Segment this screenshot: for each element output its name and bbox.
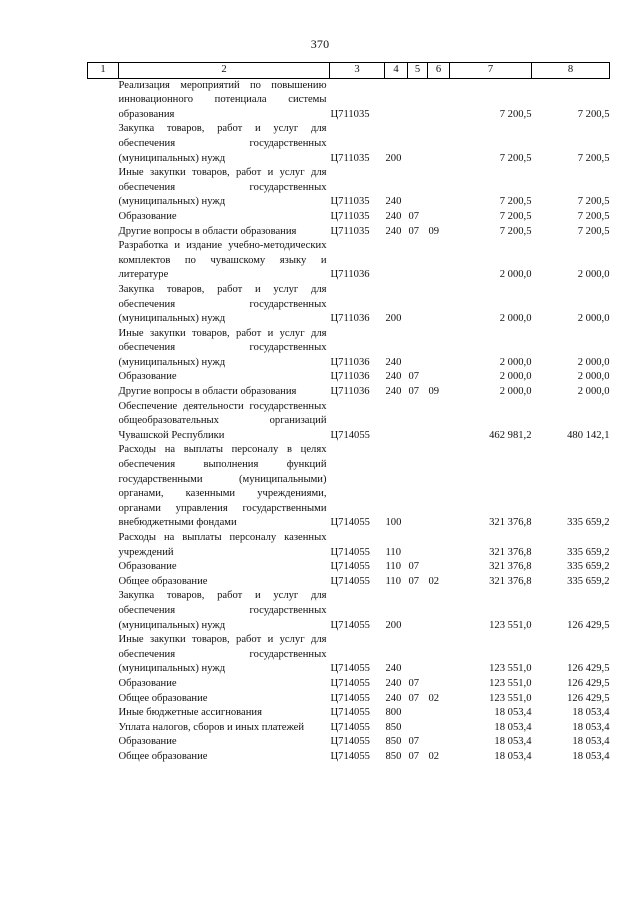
- row-vr-cell: 850: [385, 736, 402, 748]
- row-number-cell: [88, 589, 119, 633]
- row-amount-col8-cell: 335 659,2: [567, 517, 610, 529]
- row-rz-cell: 07: [408, 386, 420, 398]
- row-vr-cell: 200: [385, 313, 402, 325]
- row-csr-cell: Ц714055: [330, 575, 370, 587]
- row-pr-cell: [428, 735, 450, 750]
- row-rz-cell: [408, 443, 428, 531]
- row-number-cell: [88, 677, 119, 692]
- row-amount-col8-cell: 335 659,2: [567, 546, 610, 558]
- row-pr-cell: 02: [428, 575, 440, 587]
- row-name-cell: Иные закупки товаров, работ и услуг для обеспечения государственных (муниципальных) нужд: [118, 167, 327, 208]
- row-rz-cell: [408, 78, 428, 122]
- row-amount-col7-cell: 2 000,0: [499, 371, 532, 383]
- row-rz-cell: [408, 531, 428, 560]
- row-name-cell: Общее образование: [118, 575, 208, 587]
- table-row: [88, 531, 610, 560]
- row-name-cell: Образование: [118, 677, 177, 689]
- row-amount-col8-cell: 126 429,5: [567, 692, 610, 704]
- row-pr-cell: [428, 122, 450, 166]
- row-rz-cell: [408, 166, 428, 210]
- row-vr-cell: 850: [385, 750, 402, 762]
- row-vr-cell: 800: [385, 707, 402, 719]
- header-col-3: 3: [330, 63, 385, 79]
- row-name-cell: Обеспечение деятельности государственных общеобразовательных организаций Чувашской Республики: [118, 400, 327, 441]
- row-vr-cell: 240: [385, 225, 402, 237]
- table-row: [88, 225, 610, 240]
- row-rz-cell: [408, 122, 428, 166]
- header-col-8: 8: [532, 63, 610, 79]
- row-csr-cell: Ц711036: [330, 371, 370, 383]
- row-amount-col7-cell: 18 053,4: [494, 707, 532, 719]
- row-rz-cell: 07: [408, 371, 420, 383]
- table-row: [88, 589, 610, 633]
- row-name-cell: Другие вопросы в области образования: [118, 386, 297, 398]
- row-vr-cell: 240: [385, 692, 402, 704]
- row-amount-col7-cell: 18 053,4: [494, 736, 532, 748]
- row-rz-cell: [408, 239, 428, 283]
- row-amount-col7-cell: 2 000,0: [499, 313, 532, 325]
- row-amount-col7-cell: 321 376,8: [489, 517, 532, 529]
- row-rz-cell: 07: [408, 225, 420, 237]
- row-amount-col7-cell: 7 200,5: [499, 225, 532, 237]
- row-name-cell: Закупка товаров, работ и услуг для обеспечения государственных (муниципальных) нужд: [118, 283, 327, 325]
- row-csr-cell: Ц714055: [330, 677, 370, 689]
- row-amount-col8-cell: 126 429,5: [567, 619, 610, 631]
- row-vr-cell: 850: [385, 721, 402, 733]
- row-rz-cell: 07: [408, 750, 420, 762]
- row-csr-cell: Ц711036: [330, 386, 370, 398]
- row-pr-cell: [428, 560, 450, 575]
- row-vr-cell: [385, 239, 408, 283]
- row-amount-col7-cell: 7 200,5: [499, 196, 532, 208]
- row-amount-col8-cell: 7 200,5: [577, 210, 610, 222]
- row-vr-cell: 110: [385, 546, 401, 558]
- row-amount-col7-cell: 7 200,5: [499, 210, 532, 222]
- row-vr-cell: 240: [385, 663, 402, 675]
- row-amount-col8-cell: 480 142,1: [567, 429, 610, 441]
- row-csr-cell: Ц714055: [330, 692, 370, 704]
- row-rz-cell: [408, 589, 428, 633]
- table-row: [88, 735, 610, 750]
- row-number-cell: [88, 78, 119, 122]
- row-name-cell: Образование: [118, 736, 177, 748]
- row-name-cell: Закупка товаров, работ и услуг для обеспечения государственных (муниципальных) нужд: [118, 123, 327, 164]
- row-number-cell: [88, 122, 119, 166]
- table-row: [88, 166, 610, 210]
- row-name-cell: Образование: [118, 371, 177, 383]
- row-vr-cell: 200: [385, 152, 402, 164]
- row-vr-cell: 240: [385, 210, 402, 222]
- row-name-cell: Закупка товаров, работ и услуг для обеспечения государственных (муниципальных) нужд: [118, 590, 327, 631]
- row-amount-col8-cell: 7 200,5: [577, 152, 610, 164]
- table-row: [88, 400, 610, 444]
- row-pr-cell: [428, 166, 450, 210]
- row-name-cell: Общее образование: [118, 750, 208, 762]
- row-amount-col7-cell: 321 376,8: [489, 561, 532, 573]
- table-row: [88, 633, 610, 677]
- row-pr-cell: 09: [428, 225, 440, 237]
- row-name-cell: Расходы на выплаты персоналу казенных учреждений: [118, 532, 327, 558]
- row-amount-col8-cell: 2 000,0: [577, 386, 610, 398]
- row-csr-cell: Ц714055: [330, 750, 370, 762]
- row-amount-col8-cell: 7 200,5: [577, 225, 610, 237]
- header-col-6: 6: [428, 63, 450, 79]
- row-pr-cell: 09: [428, 386, 440, 398]
- row-vr-cell: 200: [385, 619, 402, 631]
- row-rz-cell: 07: [408, 210, 420, 222]
- row-name-cell: Разработка и издание учебно-методических комплектов по чувашскому языку и литературе: [118, 240, 327, 281]
- row-pr-cell: 02: [428, 692, 440, 704]
- table-row: [88, 560, 610, 575]
- row-amount-col8-cell: 18 053,4: [572, 721, 610, 733]
- row-csr-cell: Ц714055: [330, 619, 370, 631]
- table-header: [88, 63, 610, 79]
- row-amount-col8-cell: 18 053,4: [572, 750, 610, 762]
- row-pr-cell: 02: [428, 750, 440, 762]
- row-vr-cell: 240: [385, 371, 402, 383]
- row-pr-cell: [428, 589, 450, 633]
- row-amount-col7-cell: 462 981,2: [489, 429, 532, 441]
- row-pr-cell: [428, 239, 450, 283]
- header-col-1: 1: [88, 63, 119, 79]
- row-amount-col7-cell: 321 376,8: [489, 546, 532, 558]
- row-number-cell: [88, 706, 119, 721]
- row-name-cell: Образование: [118, 210, 177, 222]
- row-number-cell: [88, 575, 119, 590]
- row-name-cell: Иные закупки товаров, работ и услуг для обеспечения государственных (муниципальных) нужд: [118, 634, 327, 675]
- row-amount-col8-cell: 2 000,0: [577, 371, 610, 383]
- row-pr-cell: [428, 706, 450, 721]
- header-row: [88, 63, 610, 79]
- row-csr-cell: Ц711035: [330, 225, 370, 237]
- row-number-cell: [88, 560, 119, 575]
- row-csr-cell: Ц714055: [330, 707, 370, 719]
- row-name-cell: Образование: [118, 561, 177, 573]
- row-name-cell: Уплата налогов, сборов и иных платежей: [118, 721, 305, 733]
- row-number-cell: [88, 633, 119, 677]
- row-number-cell: [88, 400, 119, 444]
- table-row: [88, 692, 610, 707]
- header-col-2: 2: [119, 63, 330, 79]
- row-amount-col8-cell: 2 000,0: [577, 356, 610, 368]
- row-number-cell: [88, 443, 119, 531]
- row-number-cell: [88, 210, 119, 225]
- row-pr-cell: [428, 677, 450, 692]
- row-csr-cell: Ц714055: [330, 561, 370, 573]
- row-vr-cell: [385, 400, 408, 444]
- row-amount-col8-cell: 335 659,2: [567, 561, 610, 573]
- row-vr-cell: 240: [385, 196, 402, 208]
- row-rz-cell: [408, 283, 428, 327]
- row-csr-cell: Ц711036: [330, 269, 370, 281]
- row-number-cell: [88, 166, 119, 210]
- row-name-cell: Другие вопросы в области образования: [118, 225, 297, 237]
- row-name-cell: Иные бюджетные ассигнования: [118, 707, 262, 719]
- row-rz-cell: 07: [408, 736, 420, 748]
- table-row: [88, 210, 610, 225]
- row-amount-col8-cell: 18 053,4: [572, 707, 610, 719]
- table-row: [88, 370, 610, 385]
- table-row: [88, 239, 610, 283]
- row-rz-cell: [408, 706, 428, 721]
- row-number-cell: [88, 225, 119, 240]
- row-vr-cell: 240: [385, 386, 402, 398]
- row-vr-cell: 240: [385, 356, 402, 368]
- row-pr-cell: [428, 443, 450, 531]
- row-number-cell: [88, 692, 119, 707]
- row-number-cell: [88, 735, 119, 750]
- row-pr-cell: [428, 370, 450, 385]
- row-rz-cell: 07: [408, 677, 420, 689]
- row-pr-cell: [428, 400, 450, 444]
- row-amount-col8-cell: 126 429,5: [567, 677, 610, 689]
- row-amount-col7-cell: 123 551,0: [489, 663, 532, 675]
- row-vr-cell: 110: [385, 561, 401, 573]
- row-pr-cell: [428, 78, 450, 122]
- row-rz-cell: [408, 633, 428, 677]
- row-rz-cell: 07: [408, 692, 420, 704]
- table-row: [88, 283, 610, 327]
- row-amount-col7-cell: 2 000,0: [499, 386, 532, 398]
- budget-table: [87, 62, 610, 765]
- header-col-4: 4: [385, 63, 408, 79]
- table-row: [88, 122, 610, 166]
- row-csr-cell: Ц714055: [330, 429, 370, 441]
- header-col-5: 5: [408, 63, 428, 79]
- row-pr-cell: [428, 327, 450, 371]
- row-number-cell: [88, 531, 119, 560]
- row-rz-cell: 07: [408, 561, 420, 573]
- row-amount-col8-cell: 2 000,0: [577, 269, 610, 281]
- row-amount-col7-cell: 123 551,0: [489, 619, 532, 631]
- row-amount-col7-cell: 18 053,4: [494, 750, 532, 762]
- table-row: [88, 677, 610, 692]
- row-number-cell: [88, 370, 119, 385]
- row-rz-cell: [408, 327, 428, 371]
- row-amount-col8-cell: 18 053,4: [572, 736, 610, 748]
- row-rz-cell: [408, 721, 428, 736]
- row-number-cell: [88, 721, 119, 736]
- row-amount-col7-cell: 18 053,4: [494, 721, 532, 733]
- row-csr-cell: Ц714055: [330, 663, 370, 675]
- table-row: [88, 750, 610, 765]
- header-col-7: 7: [450, 63, 532, 79]
- row-csr-cell: Ц711035: [330, 210, 370, 222]
- row-csr-cell: Ц711035: [330, 152, 370, 164]
- row-name-cell: Иные закупки товаров, работ и услуг для обеспечения государственных (муниципальных) нужд: [118, 327, 327, 368]
- row-vr-cell: 110: [385, 575, 401, 587]
- row-pr-cell: [428, 633, 450, 677]
- table-row: [88, 721, 610, 736]
- row-csr-cell: Ц711036: [330, 356, 370, 368]
- row-pr-cell: [428, 721, 450, 736]
- row-number-cell: [88, 283, 119, 327]
- table-body: [88, 78, 610, 764]
- row-amount-col7-cell: 7 200,5: [499, 152, 532, 164]
- row-amount-col7-cell: 123 551,0: [489, 692, 532, 704]
- row-amount-col8-cell: 335 659,2: [567, 575, 610, 587]
- row-vr-cell: [385, 78, 408, 122]
- table-row: [88, 78, 610, 122]
- row-name-cell: Расходы на выплаты персоналу в целях обеспечения выполнения функций государственными (муниципальными) органами, казенными учреждениями, органами управления государственными внебюджетными фондами: [118, 444, 327, 529]
- row-amount-col7-cell: 2 000,0: [499, 356, 532, 368]
- row-name-cell: Общее образование: [118, 692, 208, 704]
- table-row: [88, 385, 610, 400]
- row-pr-cell: [428, 531, 450, 560]
- row-csr-cell: Ц714055: [330, 736, 370, 748]
- row-pr-cell: [428, 283, 450, 327]
- row-amount-col8-cell: 7 200,5: [577, 108, 610, 120]
- row-csr-cell: Ц714055: [330, 546, 370, 558]
- row-csr-cell: Ц714055: [330, 517, 370, 529]
- row-vr-cell: 240: [385, 677, 402, 689]
- row-amount-col7-cell: 2 000,0: [499, 269, 532, 281]
- table-row: [88, 443, 610, 531]
- row-amount-col7-cell: 321 376,8: [489, 575, 532, 587]
- row-amount-col8-cell: 7 200,5: [577, 196, 610, 208]
- row-pr-cell: [428, 210, 450, 225]
- row-amount-col8-cell: 126 429,5: [567, 663, 610, 675]
- page-number: 370: [310, 37, 330, 51]
- row-csr-cell: Ц711035: [330, 108, 370, 120]
- row-rz-cell: [408, 400, 428, 444]
- table-row: [88, 327, 610, 371]
- row-csr-cell: Ц711036: [330, 313, 370, 325]
- row-number-cell: [88, 239, 119, 283]
- row-amount-col7-cell: 123 551,0: [489, 677, 532, 689]
- row-rz-cell: 07: [408, 575, 420, 587]
- table-row: [88, 706, 610, 721]
- table-row: [88, 575, 610, 590]
- row-name-cell: Реализация мероприятий по повышению инновационного потенциала системы образования: [118, 79, 327, 120]
- row-number-cell: [88, 750, 119, 765]
- row-vr-cell: 100: [385, 517, 402, 529]
- row-amount-col7-cell: 7 200,5: [499, 108, 532, 120]
- row-csr-cell: Ц714055: [330, 721, 370, 733]
- row-amount-col8-cell: 2 000,0: [577, 313, 610, 325]
- row-csr-cell: Ц711035: [330, 196, 370, 208]
- row-number-cell: [88, 385, 119, 400]
- row-number-cell: [88, 327, 119, 371]
